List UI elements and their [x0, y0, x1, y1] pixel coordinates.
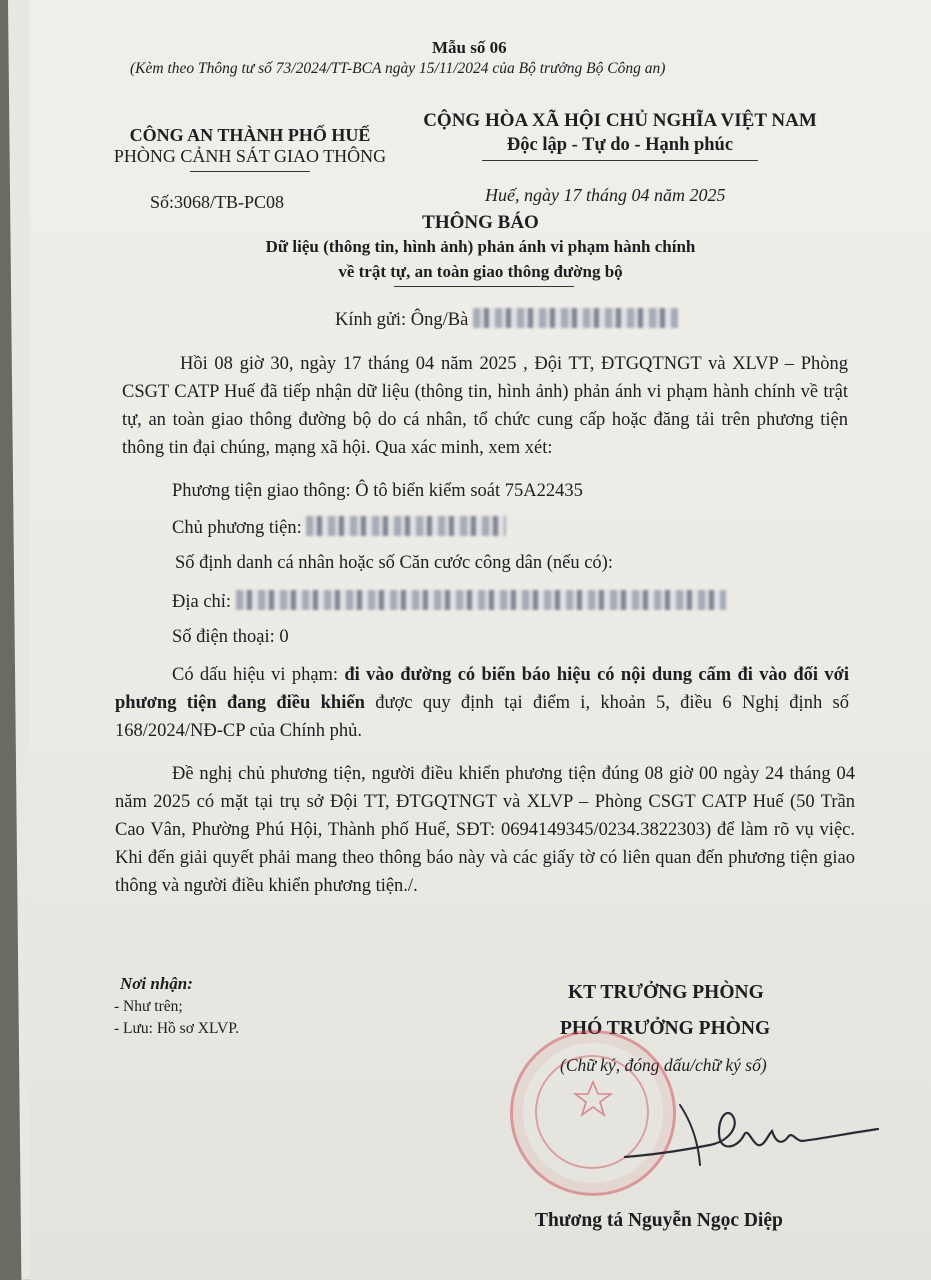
greeting-line — [335, 308, 678, 331]
agency-name: CÔNG AN THÀNH PHỐ HUẾ — [129, 125, 371, 145]
signer-name: Thương tá Nguyễn Ngọc Diệp — [535, 1210, 783, 1231]
owner-label: Chủ phương tiện: — [172, 518, 302, 538]
redacted-address — [236, 590, 726, 610]
address-line — [172, 590, 726, 613]
notice-subtitle-line1: Dữ liệu (thông tin, hình ảnh) phản ánh vi phạm hành chính — [265, 237, 696, 256]
vehicle-line: Phương tiện giao thông: Ô tô biển kiểm soát 75A22435 — [172, 481, 583, 501]
address-label: Địa chỉ: — [172, 592, 232, 612]
intro-text: Hồi 08 giờ 30, ngày 17 tháng 04 năm 2025 , Đội TT, ĐTGQTNGT và XLVP – Phòng CSGT CATP Huế đã tiếp nhận dữ liệu (thông tin, hình ảnh) phản ánh vi phạm hành chính về trật tự, an toàn giao thông đường bộ do cá nhân, tổ chức cung cấp hoặc đăng tải trên phương tiện thông tin đại chúng, mạng xã hội. Qua xác minh, xem xét: — [122, 354, 848, 458]
national-motto: Độc lập - Tự do - Hạnh phúc — [506, 135, 734, 155]
title-underline — [394, 286, 574, 287]
redacted-owner-name — [306, 516, 506, 536]
place-date: Huế, ngày 17 tháng 04 năm 2025 — [485, 185, 726, 205]
document-page — [30, 0, 931, 1280]
notice-subtitle-line2: về trật tự, an toàn giao thông đường bộ — [338, 262, 623, 281]
owner-line — [172, 516, 506, 539]
phone-line: Số điện thoại: 0 — [172, 627, 289, 647]
request-paragraph — [115, 760, 855, 900]
agency-underline — [190, 171, 310, 172]
form-number: Mẫu số 06 — [432, 38, 507, 57]
handwritten-signature — [620, 1085, 880, 1175]
greeting-label: Kính gửi: Ông/Bà — [335, 310, 469, 330]
stamp-star-icon — [573, 1079, 613, 1119]
motto-underline — [482, 160, 758, 161]
recipient-item: - Lưu: Hồ sơ XLVP. — [114, 1020, 239, 1037]
document-number: Số:3068/TB-PC08 — [150, 192, 285, 212]
form-reference: (Kèm theo Thông tư số 73/2024/TT-BCA ngày 15/11/2024 của Bộ trưởng Bộ Công an) — [130, 60, 666, 77]
signer-role-1: KT TRƯỞNG PHÒNG — [568, 982, 764, 1003]
signature-note: (Chữ ký, đóng dấu/chữ ký số) — [560, 1055, 767, 1075]
violation-prefix: Có dấu hiệu vi phạm: — [172, 665, 345, 685]
id-line: Số định danh cá nhân hoặc số Căn cước công dân (nếu có): — [175, 553, 613, 573]
request-text: Đề nghị chủ phương tiện, người điều khiển phương tiện đúng 08 giờ 00 ngày 24 tháng 04 năm 2025 có mặt tại trụ sở Đội TT, ĐTGQTNGT và XLVP – Phòng CSGT CATP Huế (50 Trần Cao Vân, Phường Phú Hội, Thành phố Huế, SĐT: 0694149345/0234.3822303) để làm rõ vụ việc. Khi đến giải quyết phải mang theo thông báo này và các giấy tờ có liên quan đến phương tiện giao thông và người điều khiển phương tiện./. — [115, 764, 855, 896]
violation-paragraph — [115, 661, 849, 745]
intro-paragraph — [122, 350, 848, 462]
recipients-label: Nơi nhận: — [120, 974, 193, 993]
violation-description: đi vào đường có biển báo hiệu có nội dung cấm đi vào đối với phương tiện đang điều khiển — [115, 665, 849, 713]
national-title: CỘNG HÒA XÃ HỘI CHỦ NGHĨA VIỆT NAM — [423, 110, 817, 131]
recipient-item: - Như trên; — [114, 998, 183, 1015]
violation-legal-basis: được quy định tại điểm i, khoản 5, điều 6 Nghị định số 168/2024/NĐ-CP của Chính phủ. — [115, 693, 849, 741]
notice-title: THÔNG BÁO — [422, 212, 539, 233]
redacted-recipient-name — [473, 308, 678, 328]
signer-role-2: PHÓ TRƯỞNG PHÒNG — [560, 1018, 771, 1039]
agency-department: PHÒNG CẢNH SÁT GIAO THÔNG — [113, 146, 387, 166]
